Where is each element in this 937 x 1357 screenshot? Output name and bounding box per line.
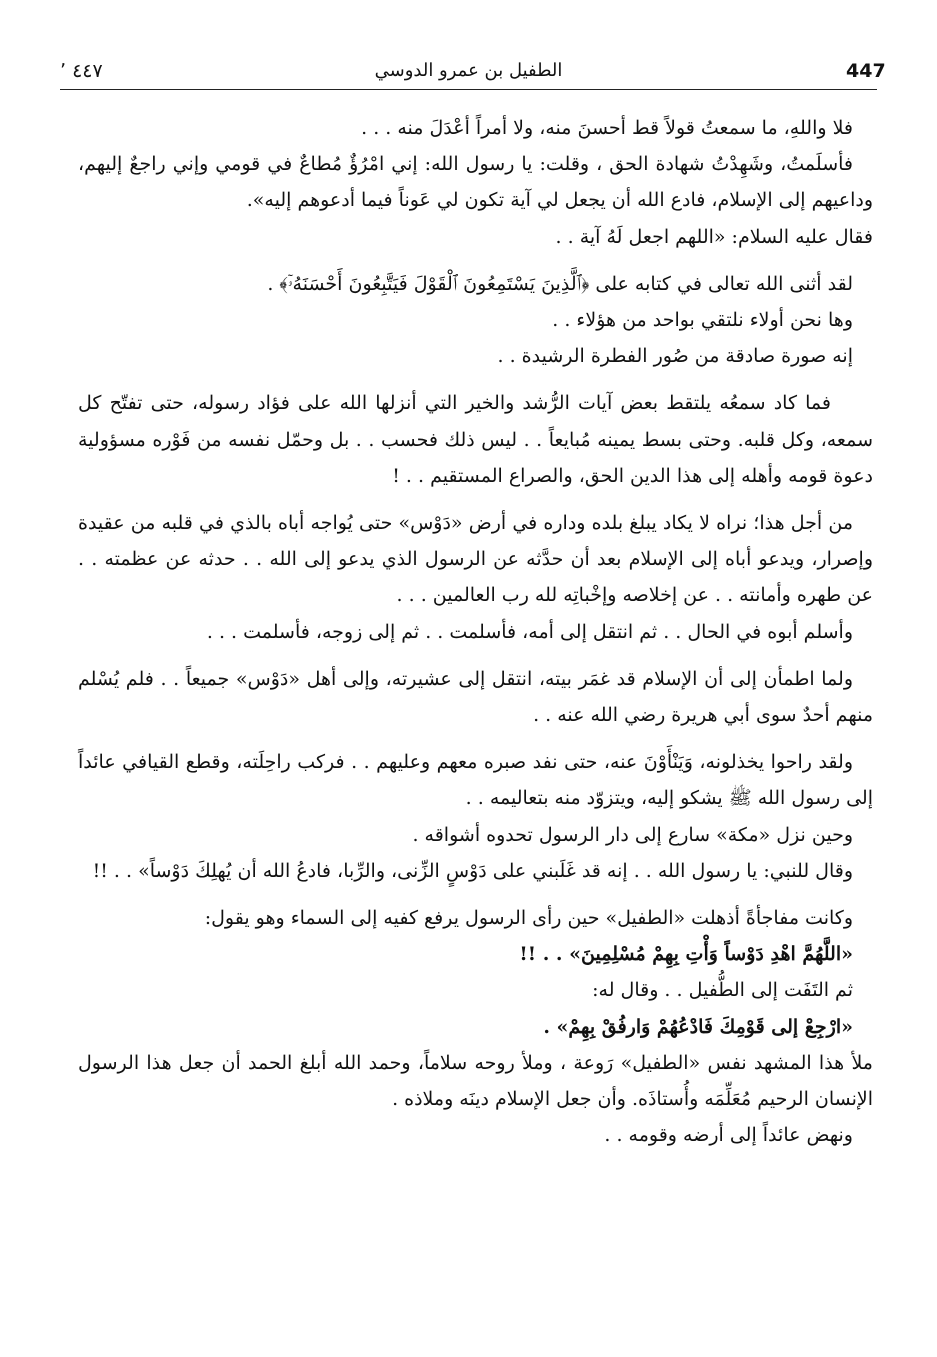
paragraph: ثم التَفَت إلى الطُّفيل . . وقال له: xyxy=(592,979,853,1002)
paragraph: ونهض عائداً إلى أرضه وقومه . . xyxy=(604,1124,853,1147)
paragraph: ولما اطمأن إلى أن الإسلام قد غمَر بيته، انتقل إلى عشيرته، وإلى أهل «دَوْس» جميعاً . . فلم يُسْلم منهم أحدٌ سوى أبي هريرة رضي الله عنه . . xyxy=(78,667,873,727)
paragraph: من أجل هذا؛ نراه لا يكاد يبلغ بلده وداره في أرض «دَوْس» حتى يُواجه أباه بالذي في قلبه من عقيدة وإصرار، ويدعو أباه إلى الإسلام بعد أن حدَّثه عن الرسول الذي يدعو إلى الله . . حدثه عن عظمته . . عن طهره وأمانته . . عن إخلاصه وإخْباتِه لله رب العالمين . . . xyxy=(78,512,873,607)
paragraph: لقد أثنى الله تعالى في كتابه على ﴿ٱلَّذِينَ يَسْتَمِعُونَ ٱلْقَوْلَ فَيَتَّبِعُونَ أَحْسَنَهُۥٓ﴾ . xyxy=(267,272,853,295)
paragraph: فما كاد سمعُه يلتقط بعض آيات الرُّشد والخير التي أنزلها الله على فؤاد رسوله، حتى تفتّح كل سمعه، وكل قلبه. وحتى بسط يمينه مُبايعاً . . ليس ذلك فحسب . . بل وحمّل نفسه من فَوْره مسؤولية دعوة قومه وأهله إلى هذا الدين الحق، والصراع المستقيم . . ! xyxy=(78,392,873,487)
paragraph: إنه صورة صادقة من صُور الفطرة الرشيدة . . xyxy=(497,345,853,368)
paragraph: فأسلَمتُ، وشَهِدْتُ شهادة الحق ، وقلت: يا رسول الله: إني امْرُؤٌ مُطاعٌ في قومي وإني راجعٌ إليهم، وداعيهم إلى الإسلام، فادع الله أن يجعل لي آية تكون لي عَوناً فيما أدعوهم إليه». xyxy=(78,153,873,212)
paragraph: وأسلم أبوه في الحال . . ثم انتقل إلى أمه، فأسلمت . . ثم إلى زوجه، فأسلمت . . . xyxy=(206,620,853,643)
paragraph: وقال للنبي: يا رسول الله . . إنه قد غَلَبني على دَوْسٍ الزِّنى، والرِّبا، فادعُ الله أن يُهلِكَ دَوْساً» . . !! xyxy=(92,859,853,882)
paragraph: ملأ هذا المشهد نفس «الطفيل» رَوعة ، وملأ روحه سلاماً، وحمد الله أبلغ الحمد أن جعل هذا الرسول الإنسان الرحيم مُعَلِّمَه وأُستاذَه. وأن جعل الإسلام دينَه وملاذه . xyxy=(78,1051,873,1111)
hadith-quote: «اللَّهُمَّ اهْدِ دَوْساً وَأْتِ بِهِمْ مُسْلِمِينَ» . . !! xyxy=(519,943,853,966)
page-header xyxy=(60,56,886,90)
paragraph: وكانت مفاجأةً أذهلت «الطفيل» حين رأى الرسول يرفع كفيه إلى السماء وهو يقول: xyxy=(204,907,853,930)
header-rule xyxy=(60,89,877,90)
page-number-arabic: ٤٤٧ ٬ xyxy=(60,60,103,82)
paragraph: ولقد راحوا يخذلونه، وَيَنْأَوْنَ عنه، حتى نفد صبره معهم وعليهم . . فركب راحِلَته، وقطع القيافي عائداً إلى رسول الله ﷺ يشكو إليه، ويتزوّد منه بتعاليمه . . xyxy=(78,751,873,810)
hadith-quote: «ارْجِعْ إلى قَوْمِكَ فَادْعُهُمْ وَارفُقْ بِهِمْ» . xyxy=(543,1015,853,1038)
paragraph: فلا واللهِ، ما سمعتُ قولاً قط أحسنَ منه، ولا أمراً أعْدَلَ منه . . . xyxy=(361,117,853,139)
paragraph: وها نحن أولاء نلتقي بواحد من هؤلاء . . xyxy=(552,309,853,332)
page-number: 447 xyxy=(846,60,886,82)
paragraph: وحين نزل «مكة» سارع إلى دار الرسول تحدوه أشواقه . xyxy=(412,823,853,846)
running-title: الطفيل بن عمرو الدوسي xyxy=(374,60,563,81)
page-body xyxy=(78,110,873,1153)
paragraph: فقال عليه السلام: «اللهم اجعل لَهُ آية . . xyxy=(555,225,873,248)
